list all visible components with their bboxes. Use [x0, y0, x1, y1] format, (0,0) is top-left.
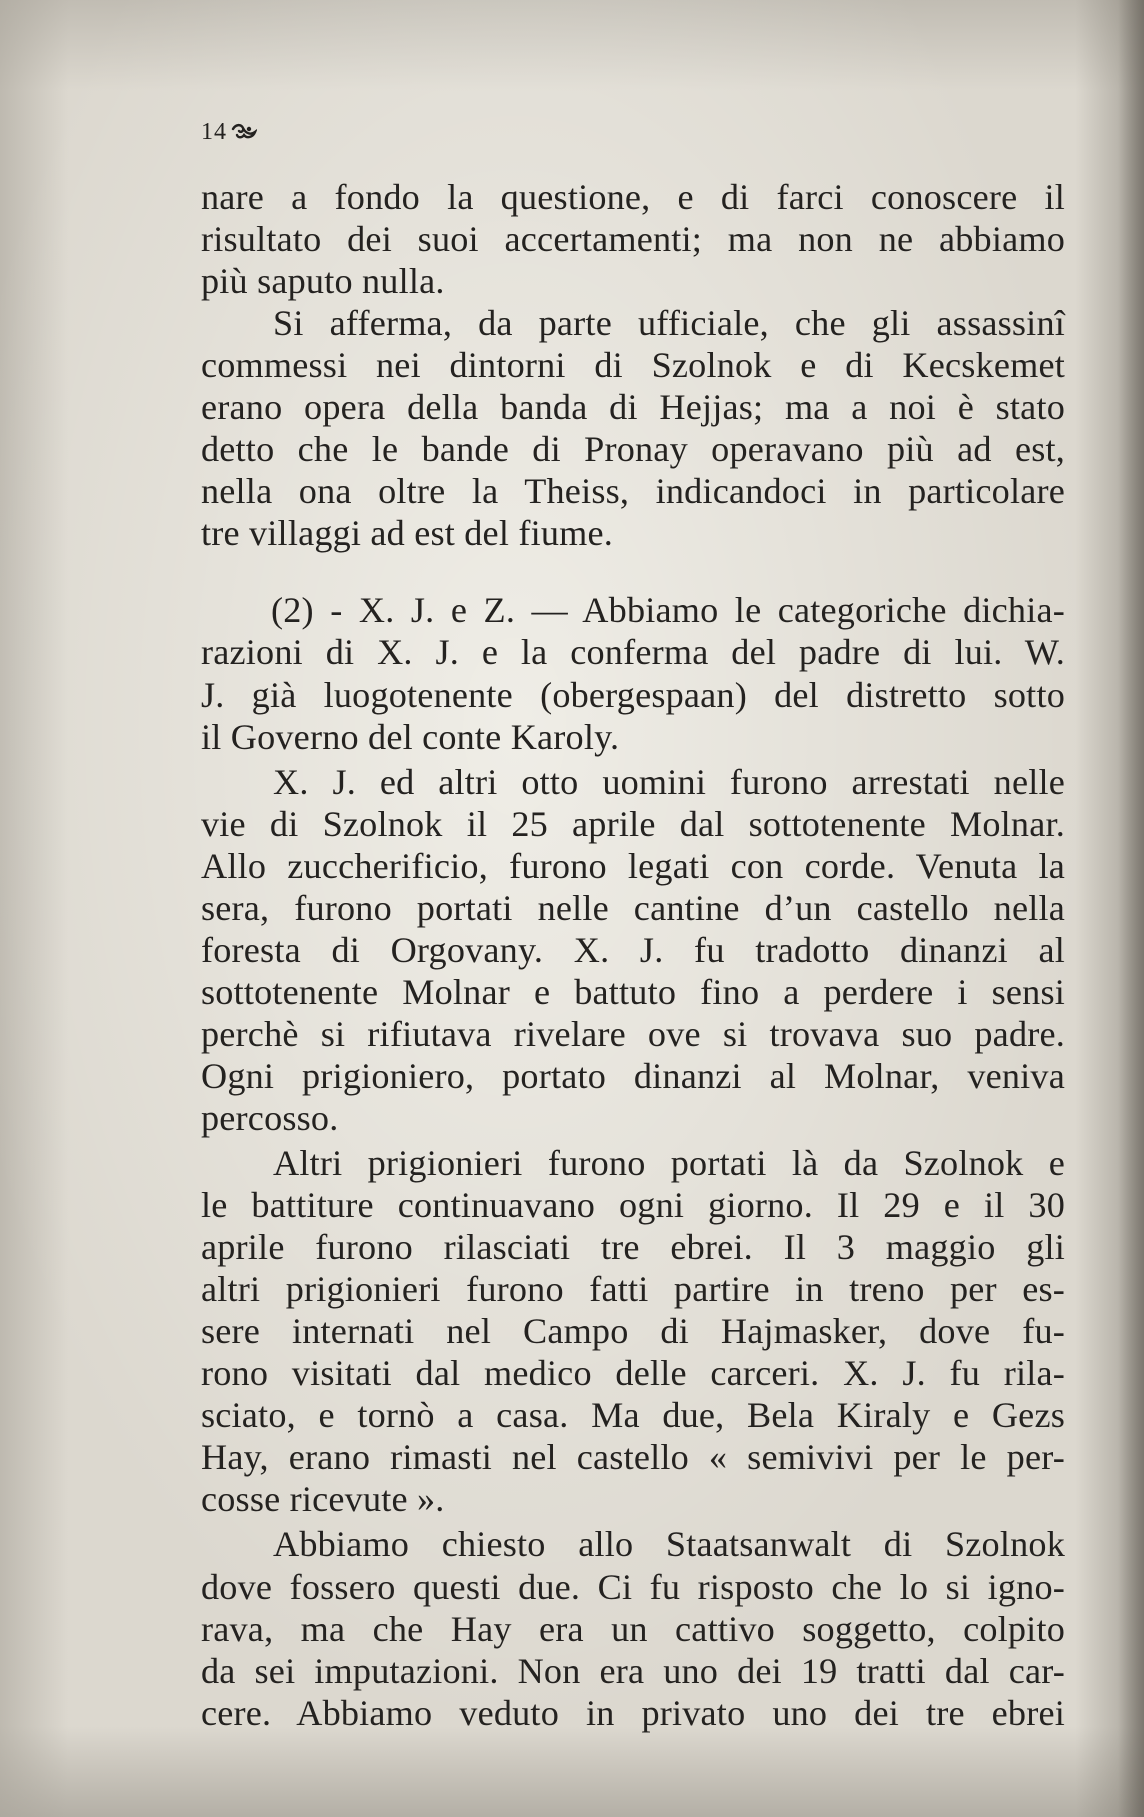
text-line: Si afferma, da parte ufficiale, che gli assassinî	[273, 303, 1065, 344]
text-line: perchè si rifiutava rivelare ove si trovava suo padre.	[201, 1013, 1065, 1054]
footnote-heading-line: (2) - X. J. e Z. — Abbiamo le categoriche dichia-	[271, 590, 1065, 631]
text-line: risultato dei suoi accertamenti; ma non ne abbiamo	[201, 219, 1065, 260]
text-line: sciato, e tornò a casa. Ma due, Bela Kiraly e Gezs	[201, 1395, 1065, 1436]
text-line: razioni di X. J. e la conferma del padre di lui. W.	[201, 632, 1065, 673]
text-line: vie di Szolnok il 25 aprile dal sottotenente Molnar.	[201, 803, 1065, 844]
text-line: nare a fondo la questione, e di farci conoscere il	[201, 177, 1065, 217]
body-text	[201, 176, 1065, 1734]
text-line: J. già luogotenente (obergespaan) del distretto sotto	[201, 674, 1065, 715]
text-line: nella ona oltre la Theiss, indicandoci in particolare	[201, 471, 1065, 512]
text-line: da sei imputazioni. Non era uno dei 19 tratti dal car-	[201, 1650, 1065, 1691]
text-line: le battiture continuavano ogni giorno. Il 29 e il 30	[201, 1185, 1065, 1226]
text-line: detto che le bande di Pronay operavano più ad est,	[201, 429, 1065, 470]
text-line: più saputo nulla.	[201, 261, 445, 302]
text-line: dove fossero questi due. Ci fu risposto che lo si igno-	[201, 1566, 1065, 1607]
text-line: sere internati nel Campo di Hajmasker, dove fu-	[201, 1311, 1065, 1352]
fleuron-ornament-icon	[231, 123, 257, 141]
text-line: il Governo del conte Karoly.	[201, 716, 620, 757]
text-line: Allo zuccherificio, furono legati con corde. Venuta la	[201, 845, 1065, 886]
page-header	[201, 118, 257, 146]
text-line: erano opera della banda di Hejjas; ma a noi è stato	[201, 387, 1065, 428]
paragraph-gap	[201, 554, 1065, 589]
text-line: percosso.	[201, 1097, 339, 1138]
text-line: sottotenente Molnar e battuto fino a perdere i sensi	[201, 971, 1065, 1012]
text-line: foresta di Orgovany. X. J. fu tradotto dinanzi al	[201, 929, 1065, 970]
text-line: rono visitati dal medico delle carceri. X. J. fu rila-	[201, 1353, 1065, 1394]
text-line: cere. Abbiamo veduto in privato uno dei tre ebrei	[201, 1692, 1065, 1733]
text-line: tre villaggi ad est del fiume.	[201, 513, 613, 554]
text-line: Ogni prigioniero, portato dinanzi al Molnar, veniva	[201, 1055, 1065, 1096]
page-number: 14	[201, 119, 227, 145]
text-line: X. J. ed altri otto uomini furono arrestati nelle	[273, 761, 1065, 802]
text-line: Abbiamo chiesto allo Staatsanwalt di Szolnok	[273, 1524, 1065, 1565]
page-edge-shadow	[1118, 0, 1144, 1817]
text-line: aprile furono rilasciati tre ebrei. Il 3 maggio gli	[201, 1227, 1065, 1268]
text-line: cosse ricevute ».	[201, 1479, 445, 1520]
text-line: altri prigionieri furono fatti partire in treno per es-	[201, 1269, 1065, 1310]
text-line: Hay, erano rimasti nel castello « semivivi per le per-	[201, 1437, 1065, 1478]
text-line: rava, ma che Hay era un cattivo soggetto, colpito	[201, 1608, 1065, 1649]
text-line: Altri prigionieri furono portati là da Szolnok e	[273, 1143, 1065, 1184]
text-line: sera, furono portati nelle cantine d’un castello nella	[201, 887, 1065, 928]
text-line: commessi nei dintorni di Szolnok e di Kecskemet	[201, 345, 1065, 386]
